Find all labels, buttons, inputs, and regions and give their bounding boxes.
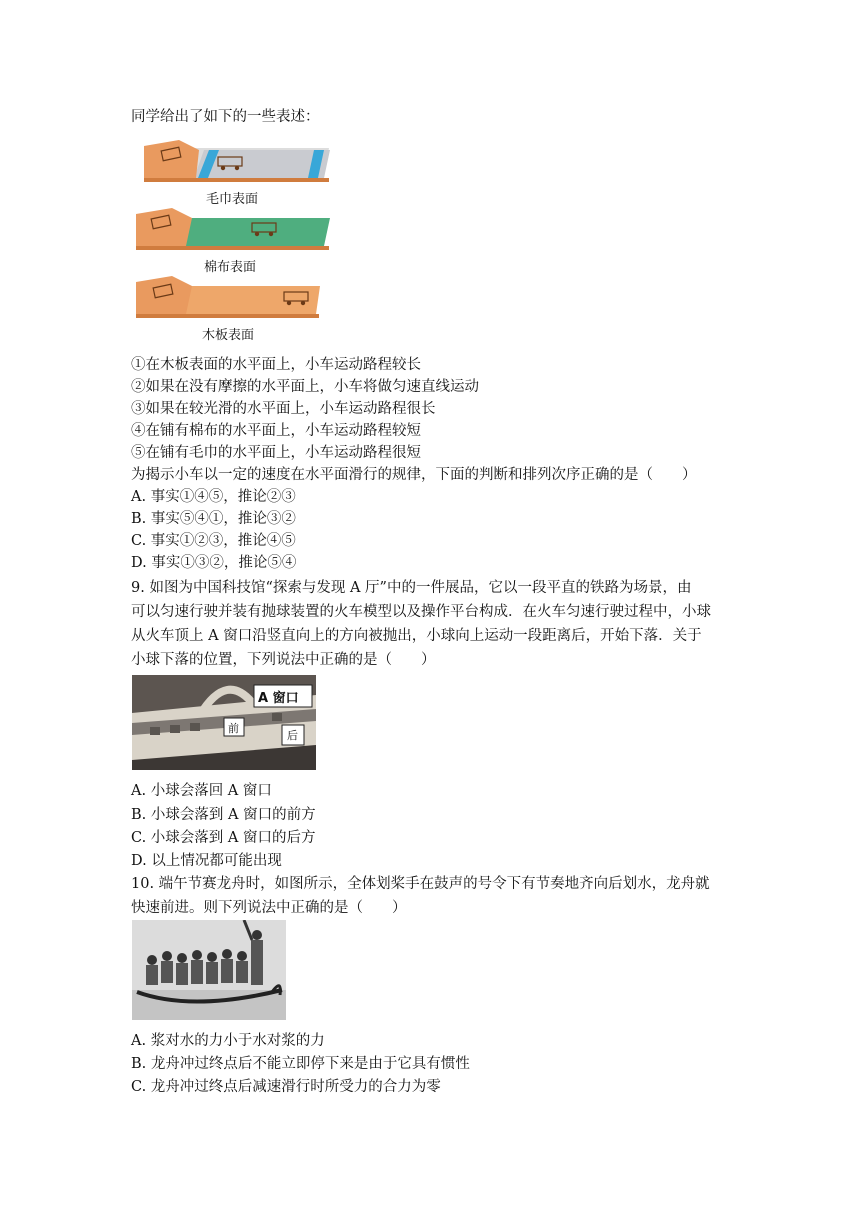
ramp-figure bbox=[134, 138, 334, 344]
a-window-label: A 窗口 bbox=[258, 691, 299, 706]
q10-option-a[interactable]: A. 浆对水的力小于水对浆的力 bbox=[131, 1033, 325, 1049]
wood-ramp-illustration bbox=[134, 274, 334, 322]
q10-option-b[interactable]: B. 龙舟冲过终点后不能立即停下来是由于它具有惯性 bbox=[131, 1056, 470, 1072]
q9-stem-line-4: 小球下落的位置，下列说法中正确的是（ ） bbox=[131, 652, 436, 668]
front-label: 前 bbox=[228, 722, 239, 735]
q9-stem-line-2: 可以匀速行驶并装有抛球装置的火车模型以及操作平台构成．在火车匀速行驶过程中，小球 bbox=[131, 604, 711, 620]
dragon-boat-photo bbox=[132, 920, 286, 1020]
q8-stem: 为揭示小车以一定的速度在水平面滑行的规律，下面的判断和排列次序正确的是（ ） bbox=[131, 467, 697, 483]
back-label: 后 bbox=[287, 729, 298, 742]
train-model-photo bbox=[132, 675, 316, 770]
q9-option-b[interactable]: B. 小球会落到 A 窗口的前方 bbox=[131, 807, 316, 823]
q10-option-c[interactable]: C. 龙舟冲过终点后减速滑行时所受力的合力为零 bbox=[131, 1079, 441, 1095]
cotton-surface-label: 棉布表面 bbox=[204, 260, 257, 275]
q9-stem-line-1: 9. 如图为中国科技馆“探索与发现 A 厅”中的一件展品，它以一段平直的铁路为场景，由 bbox=[131, 580, 692, 596]
towel-ramp-illustration bbox=[134, 138, 334, 186]
cotton-ramp-illustration bbox=[134, 206, 334, 254]
dragon-boat-drawing bbox=[132, 920, 286, 1020]
q9-stem-line-3: 从火车顶上 A 窗口沿竖直向上的方向被抛出，小球向上运动一段距离后，开始下落．关于 bbox=[131, 628, 702, 644]
intro-text: 同学给出了如下的一些表述： bbox=[131, 109, 320, 125]
q8-option-a[interactable]: A. 事实①④⑤，推论②③ bbox=[131, 489, 296, 505]
q9-option-d[interactable]: D. 以上情况都可能出现 bbox=[131, 853, 282, 869]
q10-stem-line-2: 快速前进。则下列说法中正确的是（ ） bbox=[131, 900, 407, 916]
q9-option-a[interactable]: A. 小球会落回 A 窗口 bbox=[131, 783, 272, 799]
statement-2: ②如果在没有摩擦的水平面上，小车将做匀速直线运动 bbox=[131, 379, 479, 395]
statement-4: ④在铺有棉布的水平面上，小车运动路程较短 bbox=[131, 423, 421, 439]
statement-5: ⑤在铺有毛巾的水平面上，小车运动路程很短 bbox=[131, 445, 421, 461]
statement-3: ③如果在较光滑的水平面上，小车运动路程很长 bbox=[131, 401, 436, 417]
q10-stem-line-1: 10. 端午节赛龙舟时，如图所示，全体划桨手在鼓声的号令下有节奏地齐向后划水，龙舟就 bbox=[131, 876, 710, 892]
statement-1: ①在木板表面的水平面上，小车运动路程较长 bbox=[131, 357, 421, 373]
q9-option-c[interactable]: C. 小球会落到 A 窗口的后方 bbox=[131, 830, 316, 846]
towel-surface-label: 毛巾表面 bbox=[206, 192, 259, 207]
q8-option-c[interactable]: C. 事实①②③，推论④⑤ bbox=[131, 533, 296, 549]
wood-surface-label: 木板表面 bbox=[202, 328, 255, 343]
q8-option-d[interactable]: D. 事实①③②，推论⑤④ bbox=[131, 555, 297, 571]
q8-option-b[interactable]: B. 事实⑤④①，推论③② bbox=[131, 511, 296, 527]
